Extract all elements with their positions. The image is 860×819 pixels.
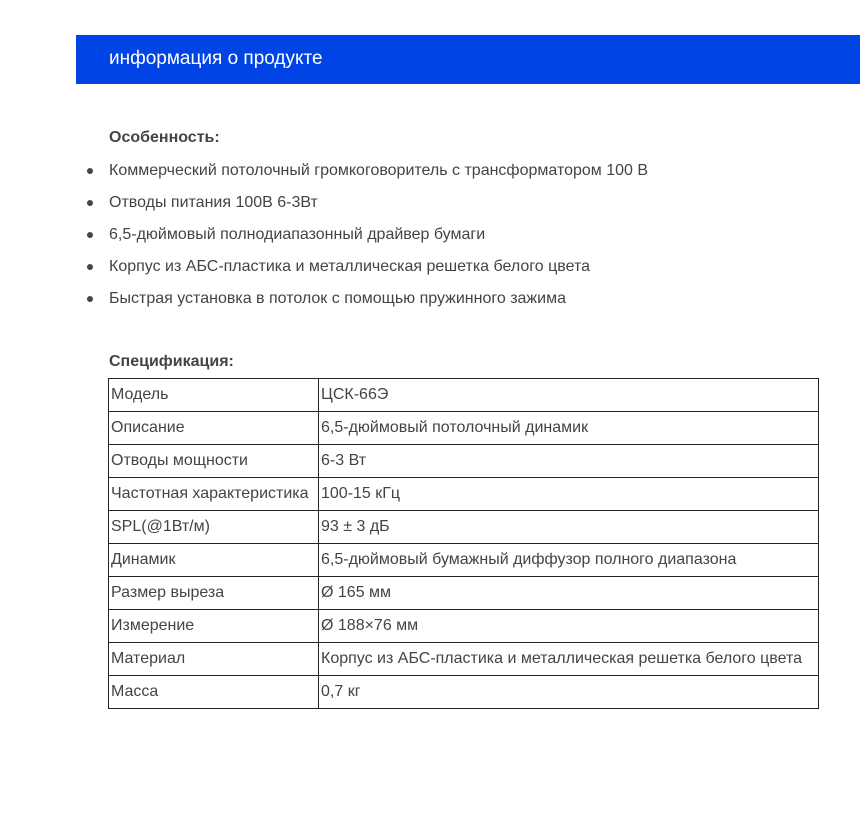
bullet-icon bbox=[87, 168, 93, 174]
spec-value: 6-3 Вт bbox=[319, 445, 819, 478]
feature-item bbox=[87, 187, 648, 219]
table-row bbox=[109, 610, 819, 643]
table-row bbox=[109, 445, 819, 478]
spec-key: Модель bbox=[109, 379, 319, 412]
spec-value: 93 ± 3 дБ bbox=[319, 511, 819, 544]
feature-text: Корпус из АБС-пластика и металлическая решетка белого цвета bbox=[109, 258, 591, 275]
bullet-icon bbox=[87, 200, 93, 206]
spec-value: Корпус из АБС-пластика и металлическая решетка белого цвета bbox=[319, 643, 819, 676]
feature-text: Отводы питания 100В 6-3Вт bbox=[109, 194, 318, 211]
spec-value: Ø 188×76 мм bbox=[319, 610, 819, 643]
feature-text: 6,5-дюймовый полнодиапазонный драйвер бумаги bbox=[109, 226, 486, 243]
feature-item bbox=[87, 155, 648, 187]
table-row bbox=[109, 412, 819, 445]
feature-text: Коммерческий потолочный громкоговоритель с трансформатором 100 В bbox=[109, 162, 649, 179]
spec-key: Материал bbox=[109, 643, 319, 676]
spec-value: Ø 165 мм bbox=[319, 577, 819, 610]
spec-value: 100-15 кГц bbox=[319, 478, 819, 511]
spec-key: Масса bbox=[109, 676, 319, 709]
features-title: Особенность: bbox=[109, 129, 220, 146]
spec-value: 0,7 кг bbox=[319, 676, 819, 709]
table-row bbox=[109, 643, 819, 676]
feature-item bbox=[87, 283, 648, 315]
spec-key: Размер выреза bbox=[109, 577, 319, 610]
table-row bbox=[109, 511, 819, 544]
spec-key: Частотная характеристика bbox=[109, 478, 319, 511]
spec-key: SPL(@1Вт/м) bbox=[109, 511, 319, 544]
spec-value: 6,5-дюймовый потолочный динамик bbox=[319, 412, 819, 445]
bullet-icon bbox=[87, 296, 93, 302]
feature-item bbox=[87, 219, 648, 251]
product-info-header bbox=[76, 35, 860, 84]
spec-key: Динамик bbox=[109, 544, 319, 577]
spec-key: Измерение bbox=[109, 610, 319, 643]
features-list bbox=[87, 155, 648, 315]
bullet-icon bbox=[87, 264, 93, 270]
spec-value: 6,5-дюймовый бумажный диффузор полного диапазона bbox=[319, 544, 819, 577]
table-row bbox=[109, 577, 819, 610]
spec-key: Отводы мощности bbox=[109, 445, 319, 478]
spec-value: ЦСК-66Э bbox=[319, 379, 819, 412]
specification-table bbox=[108, 378, 819, 709]
feature-item bbox=[87, 251, 648, 283]
bullet-icon bbox=[87, 232, 93, 238]
header-title: информация о продукте bbox=[109, 48, 323, 69]
feature-text: Быстрая установка в потолок с помощью пружинного зажима bbox=[109, 290, 566, 307]
table-row bbox=[109, 676, 819, 709]
table-row bbox=[109, 478, 819, 511]
specification-title: Спецификация: bbox=[109, 353, 234, 370]
spec-key: Описание bbox=[109, 412, 319, 445]
table-row bbox=[109, 544, 819, 577]
table-row bbox=[109, 379, 819, 412]
